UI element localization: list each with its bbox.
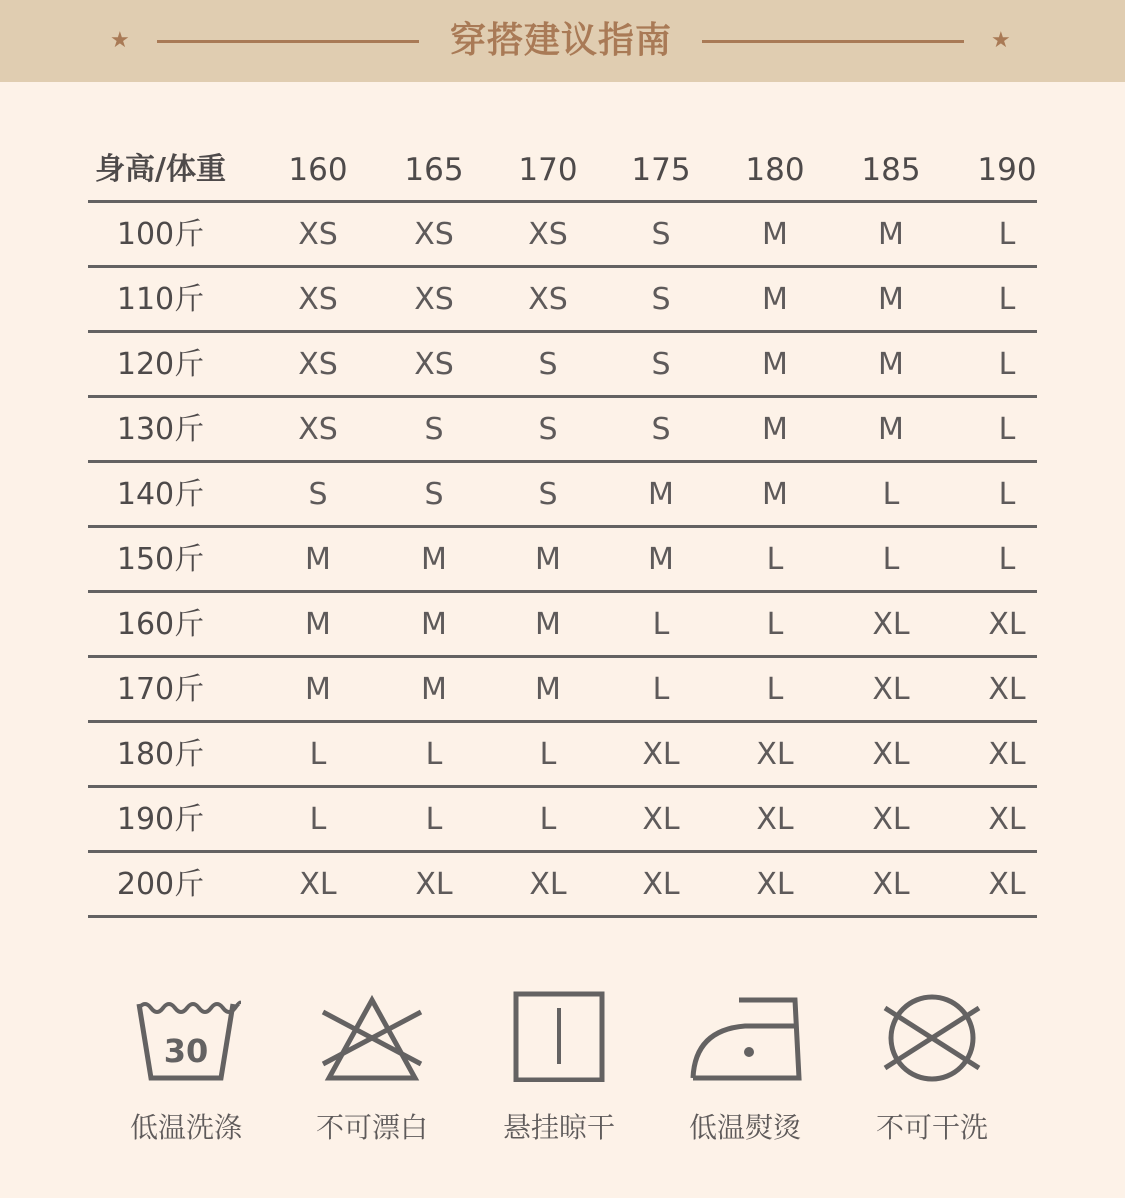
table-row xyxy=(88,853,1037,918)
size-cell: M xyxy=(648,542,674,577)
size-cell: L xyxy=(766,542,784,577)
divider-line xyxy=(702,40,964,43)
table-row xyxy=(88,723,1037,788)
size-cell: S xyxy=(308,477,328,512)
table-row xyxy=(88,203,1037,268)
size-cell: M xyxy=(762,412,788,447)
height-header: 160 xyxy=(288,152,348,188)
size-cell: XL xyxy=(642,802,680,837)
size-cell: S xyxy=(651,282,671,317)
weight-label: 100斤 xyxy=(116,217,205,252)
height-header: 165 xyxy=(404,152,464,188)
weight-label: 150斤 xyxy=(116,542,205,577)
weight-label: 130斤 xyxy=(116,412,205,447)
table-row xyxy=(88,398,1037,463)
table-row xyxy=(88,593,1037,658)
size-cell: M xyxy=(878,412,904,447)
size-cell: M xyxy=(762,347,788,382)
size-cell: XL xyxy=(988,867,1026,902)
wash-temp-label: 30 xyxy=(163,1032,209,1070)
size-cell: XL xyxy=(756,802,794,837)
size-cell: M xyxy=(535,542,561,577)
size-cell: L xyxy=(998,217,1016,252)
height-header: 185 xyxy=(861,152,921,188)
weight-label: 200斤 xyxy=(116,867,205,902)
size-cell: S xyxy=(424,412,444,447)
size-cell: XL xyxy=(872,672,910,707)
size-cell: M xyxy=(878,347,904,382)
size-cell: L xyxy=(425,737,443,772)
weight-label: 170斤 xyxy=(116,672,205,707)
size-cell: L xyxy=(309,737,327,772)
care-item xyxy=(842,990,1022,1144)
care-item xyxy=(655,990,835,1144)
star-icon: ★ xyxy=(110,28,130,53)
care-label: 不可漂白 xyxy=(315,1111,428,1144)
size-cell: L xyxy=(539,737,557,772)
size-cell: S xyxy=(538,477,558,512)
page-title: 穿搭建议指南 xyxy=(449,20,672,61)
size-cell: S xyxy=(538,412,558,447)
weight-label: 180斤 xyxy=(116,737,205,772)
size-cell: XL xyxy=(988,737,1026,772)
size-cell: L xyxy=(998,347,1016,382)
size-cell: S xyxy=(424,477,444,512)
size-cell: M xyxy=(535,672,561,707)
size-chart-table xyxy=(88,138,1037,918)
weight-label: 140斤 xyxy=(116,477,205,512)
star-icon: ★ xyxy=(991,28,1011,53)
care-instructions xyxy=(0,990,1125,1170)
size-cell: M xyxy=(762,217,788,252)
low-iron-icon xyxy=(685,990,805,1082)
table-row xyxy=(88,268,1037,333)
size-cell: L xyxy=(425,802,443,837)
size-cell: L xyxy=(766,607,784,642)
table-row xyxy=(88,528,1037,593)
size-cell: XL xyxy=(988,607,1026,642)
height-header: 180 xyxy=(745,152,805,188)
size-cell: L xyxy=(652,607,670,642)
size-cell: XL xyxy=(872,867,910,902)
size-cell: M xyxy=(878,217,904,252)
no-bleach-icon xyxy=(317,990,427,1082)
height-header: 190 xyxy=(977,152,1037,188)
size-cell: XL xyxy=(872,737,910,772)
care-item xyxy=(96,990,276,1144)
weight-label: 110斤 xyxy=(116,282,205,317)
size-cell: XL xyxy=(756,867,794,902)
table-row xyxy=(88,658,1037,723)
size-cell: XS xyxy=(298,412,338,447)
size-cell: XS xyxy=(414,282,454,317)
size-cell: M xyxy=(535,607,561,642)
size-cell: M xyxy=(421,672,447,707)
corner-header: 身高/体重 xyxy=(95,152,226,187)
size-cell: M xyxy=(305,607,331,642)
table-header-row xyxy=(88,138,1037,203)
care-item xyxy=(469,990,649,1144)
size-cell: XL xyxy=(415,867,453,902)
weight-label: 160斤 xyxy=(116,607,205,642)
size-cell: XL xyxy=(642,737,680,772)
hang-dry-icon xyxy=(504,990,614,1082)
size-cell: M xyxy=(878,282,904,317)
size-cell: L xyxy=(998,477,1016,512)
size-cell: XS xyxy=(528,282,568,317)
table-row xyxy=(88,463,1037,528)
care-label: 悬挂晾干 xyxy=(502,1111,615,1144)
care-label: 低温熨烫 xyxy=(688,1111,801,1144)
size-cell: XL xyxy=(756,737,794,772)
no-dry-clean-icon xyxy=(877,990,987,1082)
size-cell: XS xyxy=(414,347,454,382)
size-cell: XS xyxy=(414,217,454,252)
size-cell: M xyxy=(648,477,674,512)
size-cell: L xyxy=(539,802,557,837)
size-cell: L xyxy=(998,282,1016,317)
size-cell: XS xyxy=(298,282,338,317)
size-cell: XL xyxy=(988,672,1026,707)
size-cell: XL xyxy=(872,607,910,642)
size-cell: L xyxy=(652,672,670,707)
header-banner xyxy=(0,0,1125,82)
size-cell: XS xyxy=(298,217,338,252)
size-cell: XL xyxy=(872,802,910,837)
size-cell: XS xyxy=(298,347,338,382)
size-cell: S xyxy=(651,412,671,447)
weight-label: 190斤 xyxy=(116,802,205,837)
height-header: 170 xyxy=(518,152,578,188)
size-cell: M xyxy=(421,542,447,577)
size-cell: L xyxy=(998,412,1016,447)
size-cell: XL xyxy=(529,867,567,902)
table-row xyxy=(88,333,1037,398)
table-row xyxy=(88,788,1037,853)
care-label: 低温洗涤 xyxy=(129,1111,242,1144)
size-cell: S xyxy=(538,347,558,382)
size-cell: S xyxy=(651,217,671,252)
height-header: 175 xyxy=(631,152,691,188)
weight-label: 120斤 xyxy=(116,347,205,382)
size-cell: M xyxy=(305,542,331,577)
divider-line xyxy=(157,40,419,43)
size-cell: M xyxy=(421,607,447,642)
size-cell: L xyxy=(309,802,327,837)
size-cell: L xyxy=(882,542,900,577)
size-cell: L xyxy=(766,672,784,707)
size-cell: S xyxy=(651,347,671,382)
size-cell: XL xyxy=(988,802,1026,837)
size-cell: XS xyxy=(528,217,568,252)
wash-30-icon xyxy=(131,990,241,1082)
size-cell: M xyxy=(762,282,788,317)
size-cell: M xyxy=(762,477,788,512)
size-cell: L xyxy=(882,477,900,512)
size-cell: L xyxy=(998,542,1016,577)
care-item xyxy=(282,990,462,1144)
care-label: 不可干洗 xyxy=(875,1111,988,1144)
size-cell: XL xyxy=(299,867,337,902)
size-cell: M xyxy=(305,672,331,707)
size-cell: XL xyxy=(642,867,680,902)
